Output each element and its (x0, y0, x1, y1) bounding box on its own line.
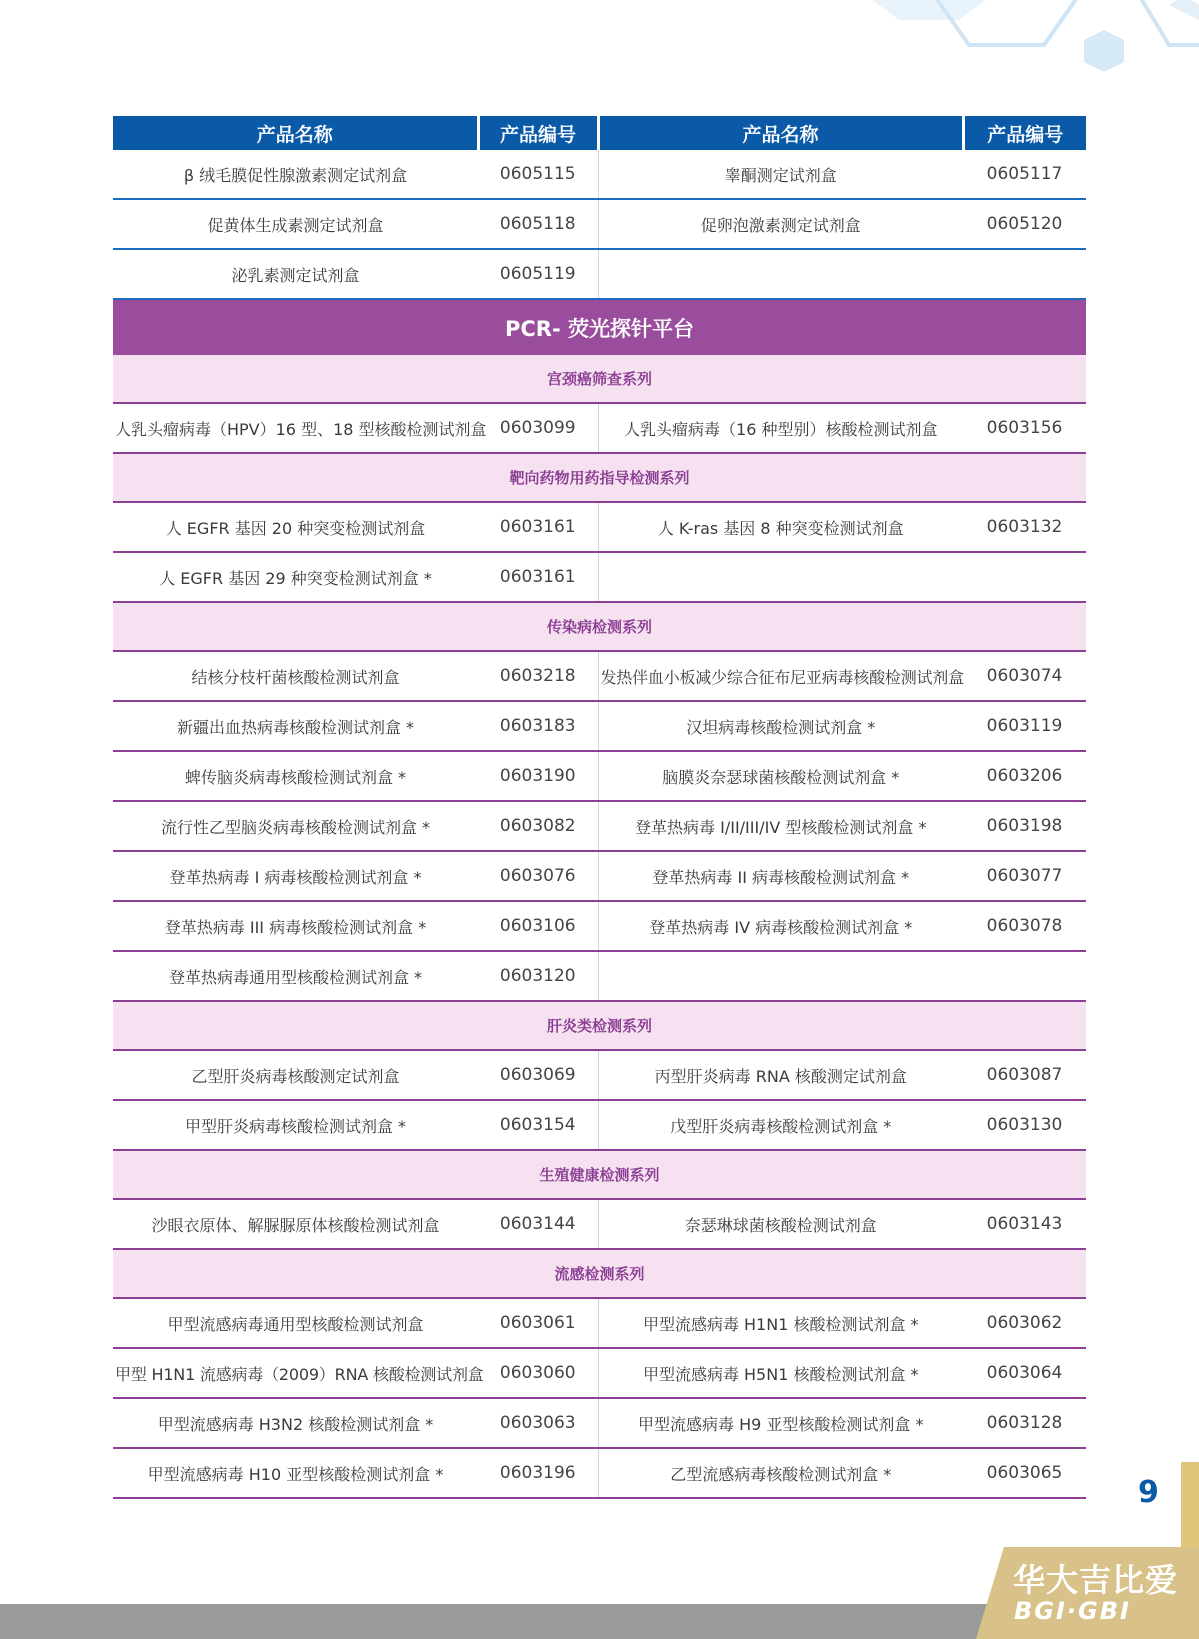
product-catalog-table (113, 116, 1086, 1499)
product-code: 0603078 (963, 901, 1086, 951)
table-row (113, 1199, 1086, 1249)
product-name: 睾酮测定试剂盒 (598, 150, 963, 199)
product-code: 0603218 (478, 651, 598, 701)
product-name: 结核分枝杆菌核酸检测试剂盒 (113, 651, 478, 701)
product-code: 0603106 (478, 901, 598, 951)
table-row (113, 801, 1086, 851)
product-name: 甲型流感病毒 H3N2 核酸检测试剂盒 * (113, 1398, 478, 1448)
product-name (598, 951, 963, 1001)
header-product-name-2: 产品名称 (598, 116, 963, 150)
product-name (598, 552, 963, 602)
product-code: 0603120 (478, 951, 598, 1001)
product-name: 登革热病毒 II 病毒核酸检测试剂盒 * (598, 851, 963, 901)
series-title: 生殖健康检测系列 (113, 1150, 1086, 1199)
product-name: 人乳头瘤病毒（HPV）16 型、18 型核酸检测试剂盒 (113, 403, 478, 453)
platform-header-row (113, 299, 1086, 355)
table-row (113, 403, 1086, 453)
product-name: 登革热病毒 I 病毒核酸检测试剂盒 * (113, 851, 478, 901)
product-code: 0603128 (963, 1398, 1086, 1448)
product-code: 0603130 (963, 1100, 1086, 1150)
table-row (113, 1298, 1086, 1348)
product-code: 0603154 (478, 1100, 598, 1150)
product-code: 0605120 (963, 199, 1086, 249)
product-name: 汉坦病毒核酸检测试剂盒 * (598, 701, 963, 751)
product-code: 0603060 (478, 1348, 598, 1398)
product-name: 丙型肝炎病毒 RNA 核酸测定试剂盒 (598, 1050, 963, 1100)
product-name (598, 249, 963, 299)
product-name: 乙型肝炎病毒核酸测定试剂盒 (113, 1050, 478, 1100)
product-code: 0603119 (963, 701, 1086, 751)
table-row (113, 1398, 1086, 1448)
product-code: 0603156 (963, 403, 1086, 453)
product-name: 人乳头瘤病毒（16 种型别）核酸检测试剂盒 (598, 403, 963, 453)
table-row (113, 150, 1086, 199)
table-row (113, 249, 1086, 299)
product-code: 0603063 (478, 1398, 598, 1448)
product-code: 0605115 (478, 150, 598, 199)
product-code: 0603161 (478, 502, 598, 552)
header-product-code-2: 产品编号 (963, 116, 1086, 150)
product-code: 0605117 (963, 150, 1086, 199)
product-name: 登革热病毒 I/II/III/IV 型核酸检测试剂盒 * (598, 801, 963, 851)
brand-name-en: BGI·GBI (1014, 1597, 1131, 1625)
product-name: 新疆出血热病毒核酸检测试剂盒 * (113, 701, 478, 751)
product-code: 0603087 (963, 1050, 1086, 1100)
table-row (113, 701, 1086, 751)
product-name: 甲型流感病毒 H5N1 核酸检测试剂盒 * (598, 1348, 963, 1398)
table-row (113, 1348, 1086, 1398)
product-code (963, 552, 1086, 602)
series-title: 传染病检测系列 (113, 602, 1086, 651)
series-header-row (113, 453, 1086, 502)
series-header-row (113, 1150, 1086, 1199)
product-name: 甲型 H1N1 流感病毒（2009）RNA 核酸检测试剂盒 (113, 1348, 478, 1398)
product-code: 0603132 (963, 502, 1086, 552)
brand-name-cn: 华大吉比爱 (1013, 1561, 1179, 1599)
product-code: 0603069 (478, 1050, 598, 1100)
product-name: 促黄体生成素测定试剂盒 (113, 199, 478, 249)
product-name: 登革热病毒通用型核酸检测试剂盒 * (113, 951, 478, 1001)
product-name: 戊型肝炎病毒核酸检测试剂盒 * (598, 1100, 963, 1150)
product-code: 0605118 (478, 199, 598, 249)
table-row (113, 1100, 1086, 1150)
series-header-row (113, 602, 1086, 651)
page-number: 9 (1138, 1475, 1159, 1510)
product-code: 0603076 (478, 851, 598, 901)
product-code: 0603061 (478, 1298, 598, 1348)
product-name: 人 EGFR 基因 20 种突变检测试剂盒 (113, 502, 478, 552)
product-code: 0603198 (963, 801, 1086, 851)
product-code: 0603077 (963, 851, 1086, 901)
product-name: 人 EGFR 基因 29 种突变检测试剂盒 * (113, 552, 478, 602)
product-code: 0603143 (963, 1199, 1086, 1249)
product-code: 0603062 (963, 1298, 1086, 1348)
product-code: 0603099 (478, 403, 598, 453)
product-name: 促卵泡激素测定试剂盒 (598, 199, 963, 249)
product-name: 甲型流感病毒 H1N1 核酸检测试剂盒 * (598, 1298, 963, 1348)
header-product-name-1: 产品名称 (113, 116, 478, 150)
table-row (113, 502, 1086, 552)
platform-title: PCR- 荧光探针平台 (113, 299, 1086, 355)
table-row (113, 552, 1086, 602)
product-name: 乙型流感病毒核酸检测试剂盒 * (598, 1448, 963, 1498)
product-code: 0603161 (478, 552, 598, 602)
series-header-row (113, 1001, 1086, 1050)
product-code: 0603183 (478, 701, 598, 751)
hexagon-decoration (839, 0, 1199, 110)
series-header-row (113, 355, 1086, 403)
table-header-row (113, 116, 1086, 150)
product-name: 发热伴血小板减少综合征布尼亚病毒核酸检测试剂盒 (598, 651, 963, 701)
header-product-code-1: 产品编号 (478, 116, 598, 150)
product-name: 人 K-ras 基因 8 种突变检测试剂盒 (598, 502, 963, 552)
series-title: 宫颈癌筛查系列 (113, 355, 1086, 403)
product-name: 登革热病毒 IV 病毒核酸检测试剂盒 * (598, 901, 963, 951)
series-title: 靶向药物用药指导检测系列 (113, 453, 1086, 502)
product-code: 0603074 (963, 651, 1086, 701)
product-name: 甲型流感病毒 H9 亚型核酸检测试剂盒 * (598, 1398, 963, 1448)
product-code (963, 951, 1086, 1001)
product-code: 0603190 (478, 751, 598, 801)
product-name: 流行性乙型脑炎病毒核酸检测试剂盒 * (113, 801, 478, 851)
product-name: 蜱传脑炎病毒核酸检测试剂盒 * (113, 751, 478, 801)
product-name: 登革热病毒 III 病毒核酸检测试剂盒 * (113, 901, 478, 951)
table-row (113, 651, 1086, 701)
product-name: 甲型流感病毒通用型核酸检测试剂盒 (113, 1298, 478, 1348)
table-row (113, 901, 1086, 951)
product-code: 0603065 (963, 1448, 1086, 1498)
table-row (113, 1050, 1086, 1100)
table-row (113, 1448, 1086, 1498)
table-row (113, 951, 1086, 1001)
product-code: 0603196 (478, 1448, 598, 1498)
product-name: 脑膜炎奈瑟球菌核酸检测试剂盒 * (598, 751, 963, 801)
product-name: 甲型肝炎病毒核酸检测试剂盒 * (113, 1100, 478, 1150)
series-title: 流感检测系列 (113, 1249, 1086, 1298)
product-code: 0603064 (963, 1348, 1086, 1398)
series-header-row (113, 1249, 1086, 1298)
product-code: 0603144 (478, 1199, 598, 1249)
product-code: 0603206 (963, 751, 1086, 801)
product-code (963, 249, 1086, 299)
product-name: 泌乳素测定试剂盒 (113, 249, 478, 299)
product-name: 奈瑟琳球菌核酸检测试剂盒 (598, 1199, 963, 1249)
product-name: 沙眼衣原体、解脲脲原体核酸检测试剂盒 (113, 1199, 478, 1249)
table-row (113, 199, 1086, 249)
product-code: 0603082 (478, 801, 598, 851)
series-title: 肝炎类检测系列 (113, 1001, 1086, 1050)
product-name: 甲型流感病毒 H10 亚型核酸检测试剂盒 * (113, 1448, 478, 1498)
page-tab (1181, 1462, 1199, 1552)
table-row (113, 851, 1086, 901)
product-code: 0605119 (478, 249, 598, 299)
table-row (113, 751, 1086, 801)
product-name: β 绒毛膜促性腺激素测定试剂盒 (113, 150, 478, 199)
